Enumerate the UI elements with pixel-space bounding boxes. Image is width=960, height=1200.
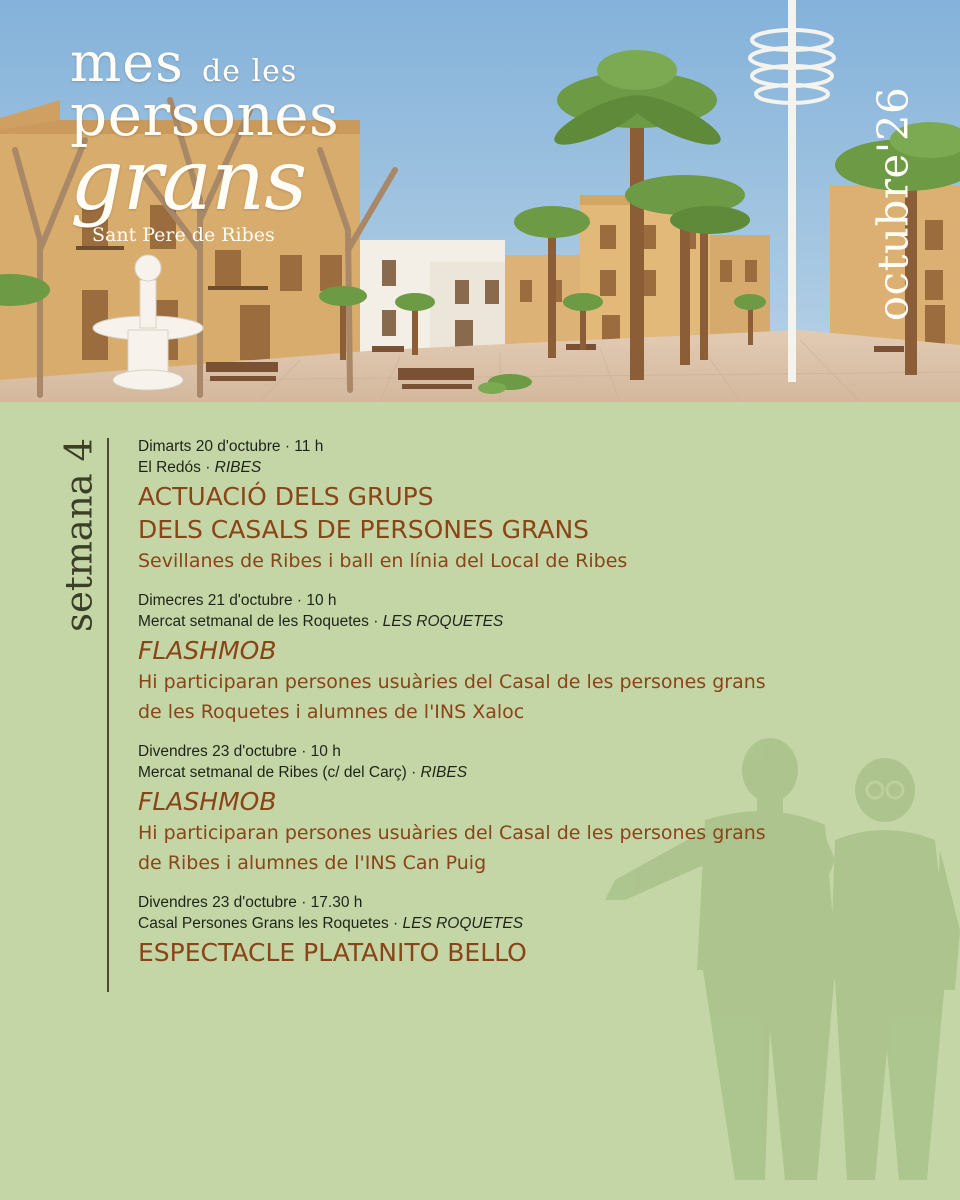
event-title: FLASHMOB [138,636,277,665]
event-date: Dimecres 21 d'octubre · 10 h [138,592,337,609]
title-word-de-les: de les [202,54,298,89]
event-area: LES ROQUETES [382,613,504,630]
festival-title [70,31,340,229]
month-label [870,74,916,334]
event-place: Casal Persones Grans les Roquetes · [138,915,403,932]
town-square-illustration [0,0,960,402]
event-location [138,457,838,478]
month-text: octubre'26 [868,86,918,322]
event-place: El Redós · [138,459,215,476]
event-description: Sevillanes de Ribes i ball en línia del Local de Ribes [138,550,628,572]
event-date: Divendres 23 d'octubre · 17.30 h [138,894,363,911]
week-label [54,437,104,633]
event-location [138,762,838,783]
event-description-line: de les Roquetes i alumnes de l'INS Xaloc [138,701,525,723]
event-area: LES ROQUETES [402,915,524,932]
event-date: Dimarts 20 d'octubre · 11 h [138,438,324,455]
event-title: ESPECTACLE PLATANITO BELLO [138,938,527,967]
event-list [138,436,838,983]
event-description-line: Hi participaran persones usuàries del Casal de les persones grans [138,671,766,693]
event-area: RIBES [420,764,468,781]
event-description-line: de Ribes i alumnes de l'INS Can Puig [138,852,487,874]
event-place: Mercat setmanal de les Roquetes · [138,613,383,630]
event-description [138,667,838,727]
event-description [138,818,838,878]
vertical-divider [107,438,109,992]
event-item [138,590,838,727]
event-location [138,611,838,632]
event-title-line: DELS CASALS DE PERSONES GRANS [138,515,590,544]
event-title-line: ACTUACIÓ DELS GRUPS [138,482,434,511]
week-label-text: setmana 4 [57,437,101,633]
event-area: RIBES [214,459,262,476]
title-word-mes: mes [70,31,184,94]
event-title: FLASHMOB [138,787,277,816]
event-date: Divendres 23 d'octubre · 10 h [138,743,341,760]
event-place: Mercat setmanal de Ribes (c/ del Carç) · [138,764,421,781]
title-word-persones: persones [70,81,340,149]
event-item [138,892,838,969]
event-item [138,741,838,878]
title-word-grans: grans [70,131,307,229]
event-description-line: Hi participaran persones usuàries del Casal de les persones grans [138,822,766,844]
event-location [138,913,838,934]
festival-subtitle: Sant Pere de Ribes [92,224,275,246]
event-item [138,436,838,576]
event-title [138,480,838,546]
